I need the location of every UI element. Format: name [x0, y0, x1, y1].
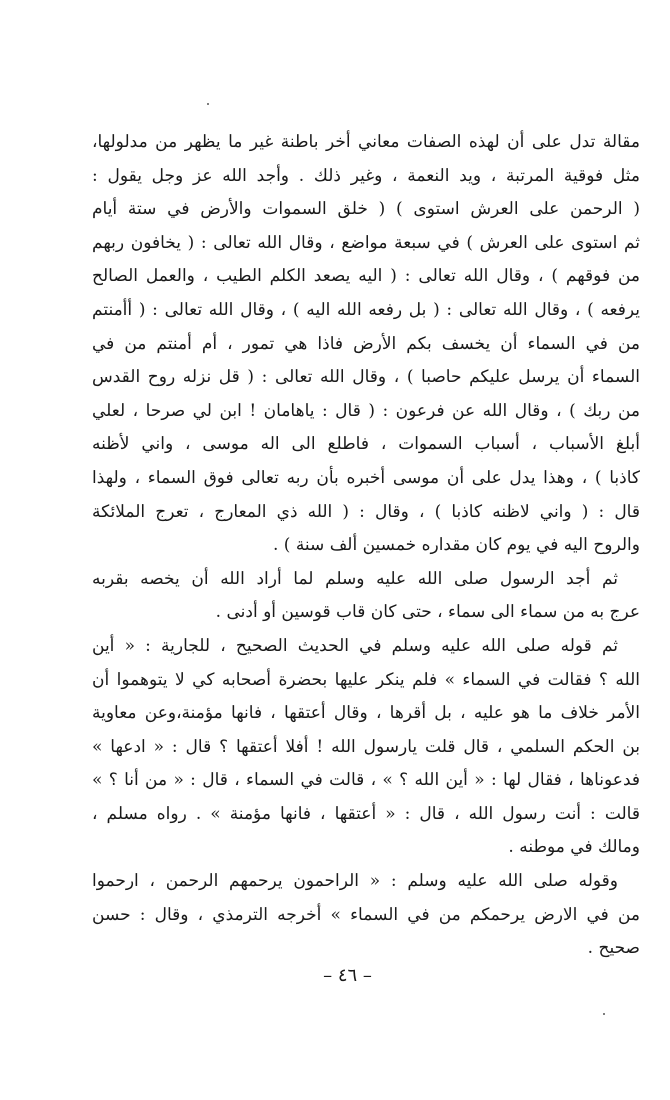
- text-line: مقالة تدل على أن لهذه الصفات معاني أخر باطنة غير ما يظهر من مدلولها،: [92, 132, 640, 152]
- text-line: ثم أجد الرسول صلى الله عليه وسلم لما أراد الله أن يخصه بقربه: [92, 568, 618, 589]
- text-line: قال : ( واني لاظنه كاذبا ) ، وقال : ( الله ذي المعارج ، تعرج الملائكة: [92, 501, 640, 522]
- text-line: الأمر خلاف ما هو عليه ، بل أقرها ، وقال أعتقها ، فانها مؤمنة،وعن معاوية: [92, 703, 640, 724]
- text-line: صحيح .: [587, 938, 640, 959]
- text-line: يرفعه ) ، وقال الله تعالى : ( بل رفعه الله اليه ) ، وقال الله تعالى : ( أأمنتم: [92, 299, 640, 320]
- text-line: فدعوناها ، فقال لها : « أين الله ؟ » ، قالت في السماء ، قال : « من أنا ؟ »: [92, 770, 640, 791]
- text-line: عرج به من سماء الى سماء ، حتى كان قاب قوسين أو أدنى .: [215, 602, 640, 623]
- text-line: ( الرحمن على العرش استوى ) ( خلق السموات والأرض في ستة أيام: [92, 199, 640, 220]
- text-line: قالت : أنت رسول الله ، قال : « أعتقها ، فانها مؤمنة » . رواه مسلم ،: [92, 803, 640, 824]
- text-line: كاذبا ) ، وهذا يدل على أن موسى أخبره بأن ربه تعالى فوق السماء ، ولهذا: [92, 467, 640, 488]
- text-line: ومالك في موطنه .: [508, 837, 640, 858]
- scan-speck: [603, 1013, 605, 1015]
- text-line: من في الارض يرحمكم من في السماء » أخرجه الترمذي ، وقال : حسن: [92, 904, 640, 925]
- text-line: بن الحكم السلمي ، قال قلت يارسول الله ! أفلا أعتقها ؟ قال : « ادعها »: [92, 736, 640, 757]
- text-line: والروح اليه في يوم كان مقداره خمسين ألف سنة ) .: [272, 535, 640, 556]
- text-line: مثل فوقية المرتبة ، ويد النعمة ، وغير ذلك . وأجد الله عز وجل يقول :: [92, 165, 640, 186]
- text-line: من ربك ) ، وقال الله عن فرعون : ( قال : ياهامان ! ابن لي صرحا ، لعلي: [92, 400, 640, 421]
- text-line: من في السماء أن يخسف بكم الأرض فاذا هي تمور ، أم أمنتم من في: [92, 333, 640, 354]
- text-line: وقوله صلى الله عليه وسلم : « الراحمون يرحمهم الرحمن ، ارحموا: [92, 871, 618, 892]
- text-line: من فوقهم ) ، وقال الله تعالى : ( اليه يصعد الكلم الطيب ، والعمل الصالح: [92, 266, 640, 287]
- page-text: [92, 126, 640, 966]
- text-line: أبلغ الأسباب ، أسباب السموات ، فاطلع الى اله موسى ، واني لأظنه: [92, 434, 640, 455]
- scan-speck: [207, 103, 209, 105]
- text-line: السماء أن يرسل عليكم حاصبا ) ، وقال الله تعالى : ( قل نزله روح القدس: [92, 367, 640, 388]
- text-line: ثم قوله صلى الله عليه وسلم في الحديث الصحيح ، للجارية : « أين: [92, 635, 618, 656]
- text-line: ثم استوى على العرش ) في سبعة مواضع ، وقال الله تعالى : ( يخافون ربهم: [92, 232, 640, 253]
- text-line: الله ؟ فقالت في السماء » فلم ينكر عليها بحضرة أصحابه كي لا يتوهموا أن: [92, 669, 640, 690]
- page-number: – ٤٦ –: [323, 965, 372, 986]
